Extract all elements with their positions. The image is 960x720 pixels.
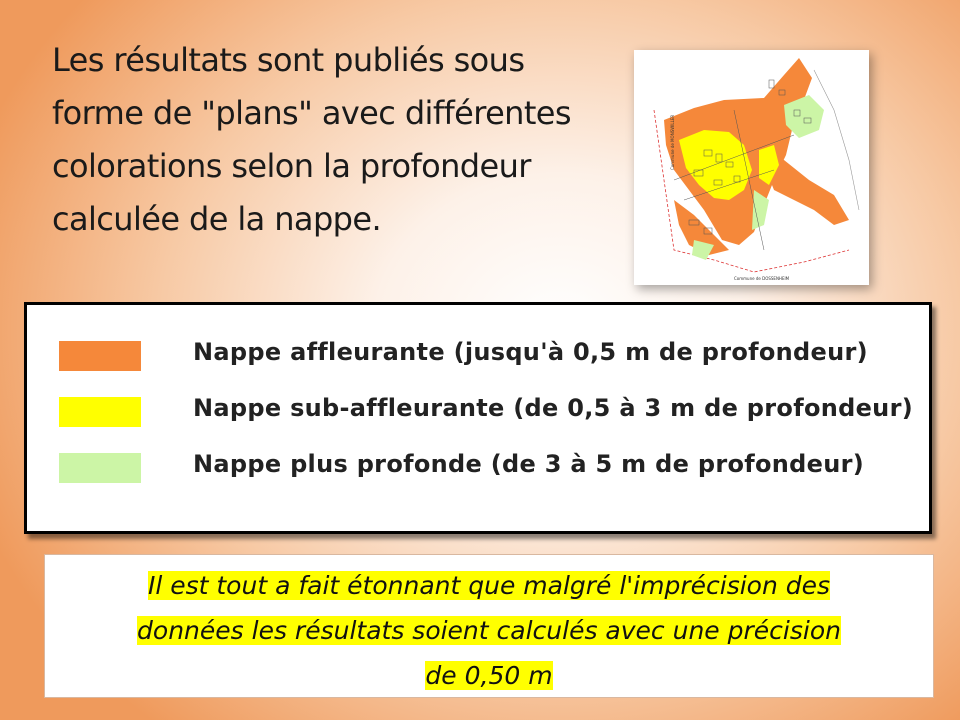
map-label-bottom: Commune de DOSSENHEIM (734, 276, 790, 281)
note-text (69, 563, 909, 698)
legend-swatch-yellow (59, 397, 141, 427)
note-line-3: de 0,50 m (425, 661, 553, 690)
legend-label: Nappe sub-affleurante (de 0,5 à 3 m de profondeur) (193, 394, 913, 422)
groundwater-map-image (634, 50, 869, 285)
note-callout (44, 554, 934, 698)
note-line-1: Il est tout a fait étonnant que malgré l'imprécision des (147, 571, 831, 600)
legend-label: Nappe plus profonde (de 3 à 5 m de profondeur) (193, 450, 865, 478)
note-line-2: données les résultats soient calculés avec une précision (137, 616, 841, 645)
map-label-top: Commune de MONSWILLER (670, 114, 675, 170)
legend-swatch-orange (59, 341, 141, 371)
legend-swatch-light-green (59, 453, 141, 483)
intro-paragraph: Les résultats sont publiés sous forme de "plans" avec différentes colorations selon la profondeur calculée de la nappe. (52, 41, 571, 238)
map-thumbnail (634, 50, 869, 285)
map-legend (24, 302, 932, 534)
legend-label: Nappe affleurante (jusqu'à 0,5 m de profondeur) (193, 338, 868, 366)
